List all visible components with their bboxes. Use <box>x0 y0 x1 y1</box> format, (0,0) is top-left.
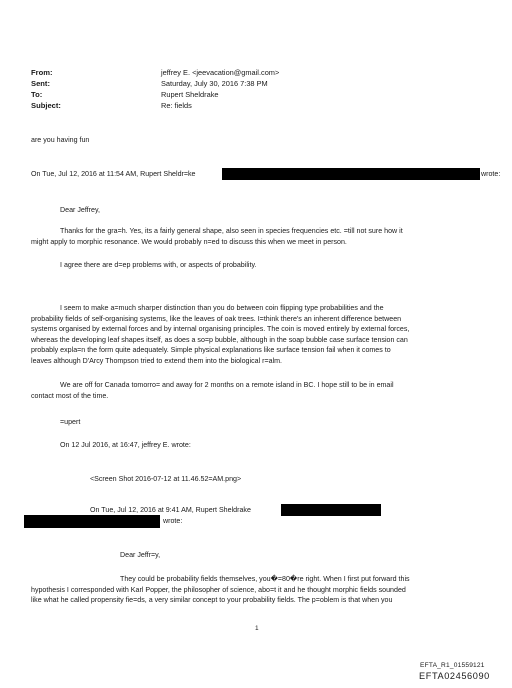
from-label: From: <box>31 68 53 77</box>
greeting-2: Dear Jeffr=y, <box>120 551 161 559</box>
paragraph-5 <box>31 574 410 606</box>
reply-line: are you having fun <box>31 136 90 144</box>
paragraph-line: systems organised by external forces and by internal organising principles. The coin is moved entirely by external forces, <box>31 325 410 333</box>
greeting: Dear Jeffrey, <box>60 206 100 214</box>
redaction-bar <box>281 504 381 516</box>
quote3-wrote: wrote: <box>163 517 183 525</box>
paragraph-line: leaves although D'Arcy Thompson tried to extend them into the biological r=alm. <box>31 356 283 365</box>
page-number: 1 <box>255 625 259 632</box>
paragraph-3 <box>31 303 409 366</box>
redaction-bar <box>24 515 160 528</box>
paragraph-line: They could be probability fields themselves, you�=80�re right. When I first put forward this <box>120 575 410 583</box>
attachment-name: <Screen Shot 2016-07-12 at 11.46.52=AM.png> <box>90 475 242 483</box>
paragraph-line: We are off for Canada tomorro= and away for 2 months on a remote island in BC. I hope still to be in email <box>60 381 394 389</box>
paragraph-line: Thanks for the gra=h. Yes, its a fairly general shape, also seen in species frequencies etc. =till not sure how it <box>60 227 403 235</box>
paragraph-line: I seem to make a=much sharper distinction than you do between coin flipping type probabilities and the <box>60 304 384 312</box>
redaction-bar <box>222 168 480 180</box>
quote1-wrote: wrote: <box>481 170 501 178</box>
paragraph-line: hypothesis I corresponded with Karl Popper, the philosopher of science, abo=t it and he thought morphic fields sounded <box>31 585 406 594</box>
sent-value: Saturday, July 30, 2016 7:38 PM <box>161 79 268 88</box>
to-label: To: <box>31 90 43 99</box>
to-value: Rupert Sheldrake <box>161 90 219 99</box>
quote3-header: On Tue, Jul 12, 2016 at 9:41 AM, Rupert Sheldrake <box>90 506 251 514</box>
paragraph-line: whereas the developing leaf shapes itself, as does a so=p bubble, although in the soap bubble case surface tension can <box>31 335 408 344</box>
paragraph-line: like what he called propensity fie=ds, a very similar concept to your probability fields. The p=oblem is that when you <box>31 596 393 604</box>
from-value: jeffrey E. <jeevacation@gmail.com> <box>161 68 280 77</box>
sent-label: Sent: <box>31 79 50 88</box>
paragraph-line: might apply to morphic resonance. We would probably n=ed to discuss this when we meet in person. <box>31 237 347 246</box>
paragraph-line: contact most of the time. <box>31 391 109 400</box>
paragraph-line: probably expla=n the form quite adequately. Simple physical explanations like surface tension fail when it comes to <box>31 346 391 354</box>
reference-id: EFTA_R1_01559121 <box>420 662 485 669</box>
subject-label: Subject: <box>31 101 61 110</box>
paragraph-4 <box>31 380 394 401</box>
paragraph-2: I agree there are d=ep problems with, or aspects of probability. <box>60 261 257 269</box>
subject-value: Re: fields <box>161 101 192 110</box>
reference-id: EFTA02456090 <box>419 671 490 681</box>
quote1-header: On Tue, Jul 12, 2016 at 11:54 AM, Rupert Sheldr=ke <box>31 170 196 178</box>
paragraph-line: probability fields of self-organising systems, like the leaves of oak trees. I=think there's an inherent difference between <box>31 314 402 323</box>
signoff: =upert <box>60 418 81 426</box>
quote2-header: On 12 Jul 2016, at 16:47, jeffrey E. wrote: <box>60 441 191 449</box>
paragraph-1 <box>31 226 403 247</box>
